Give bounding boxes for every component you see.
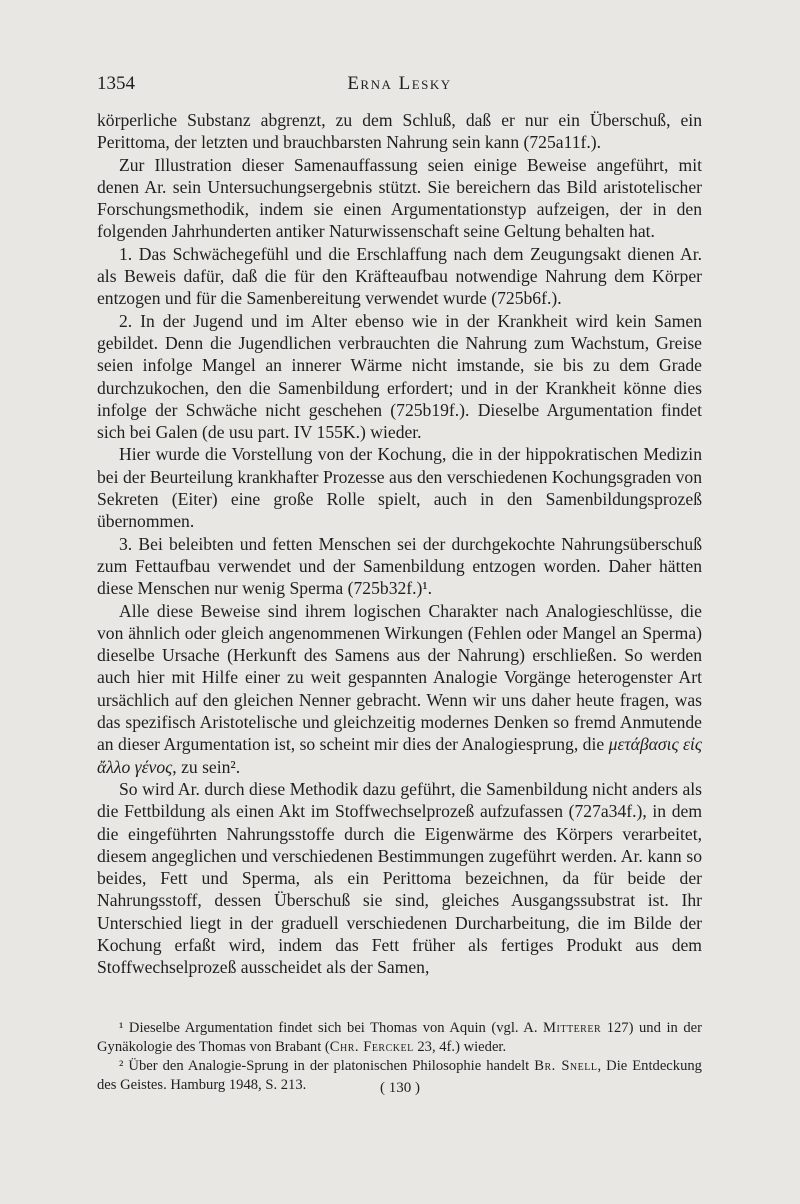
footnote-author: Mitterer	[543, 1020, 602, 1036]
paragraph: 2. In der Jugend und im Alter ebenso wie in der Krankheit wird kein Samen gebildet. Denn die Jugendlichen verbrauchten die Nahrung zum Wachstum, Greise seien infolge Mangel an innerer Wärme nicht imstande, sie bis zu dem Grade durchzukochen, den die Samenbildung erfordert; und in der Krankheit könne dies infolge der Schwäche nicht geschehen (725b19f.). Dieselbe Argumentation findet sich bei Galen (de usu part. IV 155K.) wieder.	[97, 310, 702, 443]
footnote-text: 127) und in der Gynäkologie des Thomas von Brabant (	[97, 1020, 702, 1055]
paragraph: Zur Illustration dieser Samenauffassung seien einige Beweise angeführt, mit denen Ar. sein Untersuchungsergebnis stützt. Sie bereichern das Bild aristotelischer Forschungsmethodik, indem sie einen Argumentationstyp aufzeigen, der in den folgenden Jahrhunderten antiker Naturwissenschaft seine Geltung behalten hat.	[97, 154, 702, 242]
paragraph: 3. Bei beleibten und fetten Menschen sei der durchgekochte Nahrungsüberschuß zum Fettaufbau verwendet und der Samenbildung entzogen worden. Daher hätten diese Menschen nur wenig Sperma (725b32f.)¹.	[97, 533, 702, 599]
body-text	[97, 109, 702, 979]
footnote-1	[97, 1019, 702, 1057]
footnote-text: ¹ Dieselbe Argumentation findet sich bei Thomas von Aquin (vgl. A.	[119, 1020, 538, 1036]
footnote-author: Br. Snell	[534, 1058, 598, 1074]
footnote-text: 23, 4f.) wieder.	[413, 1039, 507, 1055]
print-page-number: ( 130 )	[380, 1080, 420, 1096]
paragraph	[97, 600, 702, 778]
footnote-text: ² Über den Analogie-Sprung in der platonischen Philosophie handelt	[119, 1058, 530, 1074]
footnote-text: , Die Entdeckung des Geistes. Hamburg 1948, S. 213.	[97, 1058, 702, 1093]
paragraph: Hier wurde die Vorstellung von der Kochung, die in der hippokratischen Medizin bei der Beurteilung krankhafter Prozesse aus den verschiedenen Kochungsgraden von Sekreten (Eiter) eine große Rolle spielt, auch in den Samenbildungsprozeß übernommen.	[97, 444, 702, 532]
running-head-author: Erna Lesky	[347, 73, 452, 94]
paragraph-text-end: , zu sein².	[172, 756, 241, 777]
paragraph: körperliche Substanz abgrenzt, zu dem Schluß, daß er nur ein Überschuß, ein Perittoma, der letzten und brauchbarsten Nahrung sein kann (725a11f.).	[97, 110, 702, 153]
running-head	[97, 73, 702, 97]
paragraph: 1. Das Schwächegefühl und die Erschlaffung nach dem Zeugungsakt dienen Ar. als Beweis dafür, daß die für den Kräfteaufbau notwendige Nahrung dem Körper entzogen und für die Samenbereitung verwendet wurde (725b6f.).	[97, 243, 702, 309]
paragraph: So wird Ar. durch diese Methodik dazu geführt, die Samenbildung nicht anders als die Fettbildung als einen Akt im Stoffwechselprozeß aufzufassen (727a34f.), in dem die eingeführten Nahrungsstoffe durch die Eigenwärme des Körpers verarbeitet, diesem angeglichen und verschiedenen Bestimmungen zugeführt werden. Ar. kann so beides, Fett und Sperma, als ein Perittoma bezeichnen, da für beide der Nahrungsstoff, dessen Überschuß sie sind, gleiches Ausgangssubstrat ist. Ihr Unterschied liegt in der graduell verschiedenen Durcharbeitung, die im Bilde der Kochung erfaßt wird, indem das Fett früher als fertiges Produkt aus dem Stoffwechselprozeß ausscheidet als der Samen,	[97, 778, 702, 978]
footnote-author: Chr. Ferckel	[329, 1039, 414, 1055]
paragraph-text: Alle diese Beweise sind ihrem logischen Charakter nach Analogieschlüsse, die von ähnlich oder gleich angenommenen Wirkungen (Fehlen oder Mangel an Sperma) dieselbe Ursache (Herkunft des Samens aus der Nahrung) erschließen. So werden auch hier mit Hilfe einer zu weit gespannten Analogie Vorgänge heterogenster Art ursächlich auf den gleichen Nenner gebracht. Wenn wir uns daher heute fragen, was das spezifisch Aristotelische und gleichzeitig modernes Denken so fremd Anmutende an dieser Argumentation ist, so scheint mir dies der Analogiesprung, die	[97, 600, 702, 755]
page-number: 1354	[97, 73, 135, 94]
greek-phrase: μετάβασις εἰς ἄλλο γένος	[97, 734, 702, 777]
